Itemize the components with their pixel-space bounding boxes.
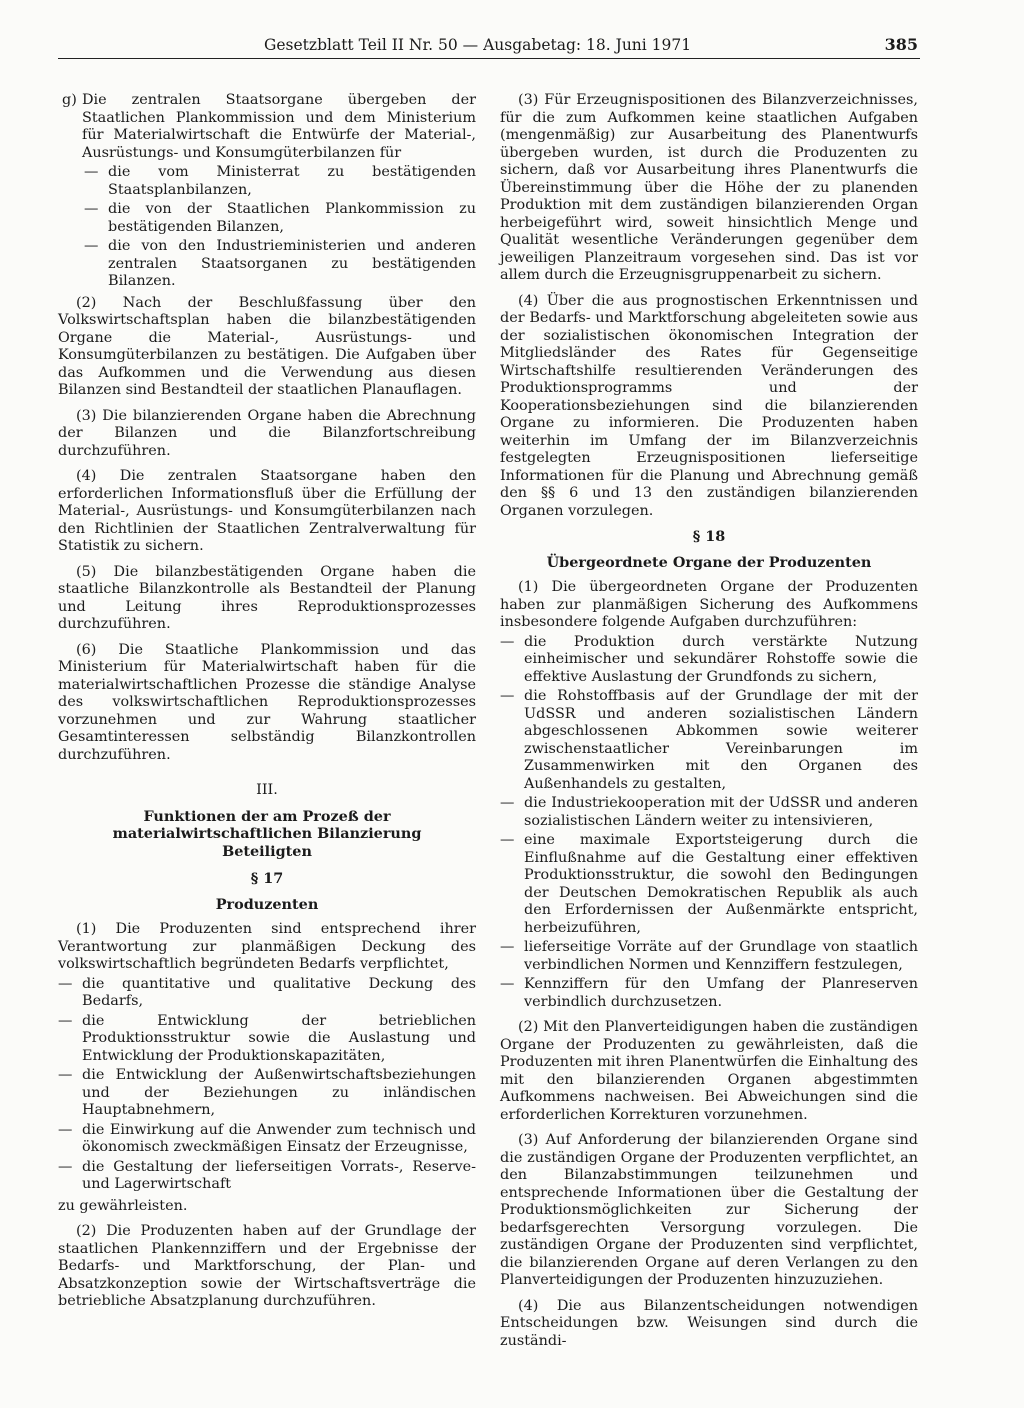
paragraph: (1) Die Produzenten sind entsprechend ihrer Verantwortung zur planmäßigen Deckung des volkswirtschaftlich begründeten Bedarfs verpflichtet, — [58, 921, 476, 972]
header-rule — [58, 58, 920, 59]
section-title: Produzenten — [215, 895, 319, 913]
list-item: — die von den Industrieministerien und anderen zentralen Staatsorganen zu bestätigenden Bilanzen. — [58, 238, 476, 291]
item-g-text: Die zentralen Staatsorgane übergeben der Staatlichen Plankommission und dem Ministerium für Materialwirtschaft die Entwürfe der Material-, Ausrüstungs- und Konsumgüterbilanzen für — [82, 92, 476, 161]
list-item: — Kennziffern für den Umfang der Planreserven verbindlich durchzusetzen. — [500, 976, 918, 1011]
list-item: — eine maximale Exportsteigerung durch die Einflußnahme auf die Gestaltung einer effektiven Produktionsstruktur, die sowohl den Bedingungen der Deutschen Demokratischen Republik als auch den Erfordernissen der Außenmärkte entspricht, herbeizuführen, — [500, 832, 918, 937]
paragraph: (2) Nach der Beschlußfassung über den Volkswirtschaftsplan haben die bilanzbestätigenden Organe die Material-, Ausrüstungs- und Konsumgüterbilanzen zu bestätigen. Die Aufgaben über das Aufkommen und die Verwendung aus diesen Bilanzen sind Bestandteil der staatlichen Planauflagen. — [58, 294, 476, 398]
paragraph: (3) Die bilanzierenden Organe haben die Abrechnung der Bilanzen und die Bilanzfortschreibung durchzuführen. — [58, 407, 476, 459]
paragraph: (3) Für Erzeugnispositionen des Bilanzverzeichnisses, für die zum Aufkommen keine staatlichen Aufgaben (mengenmäßig) zur Ausarbeitung des Planentwurfs übergeben wurden, ist durch die Produzenten zu sichern, daß vor Ausarbeitung ihres Planentwurfs die Übereinstimmung über die Höhe der zu planenden Produktion mit dem zuständigen bilanzierenden Organ herbeigeführt wird, soweit hinsichtlich Menge und Qualität wesentliche Veränderungen gegenüber dem jeweiligen Planzeitraum vorgesehen sind. Das ist vor allem durch die Erzeugnisgruppenarbeit zu sichern. — [500, 92, 918, 283]
list-item: — die Industriekooperation mit der UdSSR und anderen sozialistischen Ländern weiter zu intensivieren, — [500, 795, 918, 830]
part-title: Funktionen der am Prozeß der materialwirtschaftlichen Bilanzierung Beteiligten — [112, 807, 422, 860]
section-label: § 18 — [692, 528, 726, 545]
section-label: § 17 — [250, 870, 284, 887]
list-item: — die quantitative und qualitative Deckung des Bedarfs, — [58, 976, 476, 1011]
left-column — [58, 92, 476, 1319]
paragraph: (4) Über die aus prognostischen Erkenntnissen und der Bedarfs- und Marktforschung abgeleiteten sowie aus der sozialistischen ökonomischen Integration der Mitgliedsländer des Rates für Gegenseitige Wirtschaftshilfe resultierenden Veränderungen des Produktionsprogramms und der Kooperationsbeziehungen sind die bilanzierenden Organe zu informieren. Die Produzenten haben weiterhin im Umfang der im Bilanzverzeichnis festgelegten Erzeugnispositionen lieferseitige Informationen für die Planung und Abrechnung gemäß den §§ 6 und 13 den zuständigen bilanzierenden Organen vorzulegen. — [500, 292, 918, 519]
list-item: — die Produktion durch verstärkte Nutzung einheimischer und sekundärer Rohstoffe sowie die effektive Auslastung der Grundfonds zu sichern, — [500, 634, 918, 687]
part-numeral: III. — [256, 782, 278, 798]
page-number: 385 — [884, 35, 918, 54]
paragraph-continuation: zu gewährleisten. — [58, 1197, 188, 1214]
section-title: Übergeordnete Organe der Produzenten — [546, 553, 872, 571]
paragraph: (1) Die übergeordneten Organe der Produzenten haben zur planmäßigen Sicherung des Aufkommens insbesondere folgende Aufgaben durchzuführen: — [500, 579, 918, 630]
item-g — [58, 92, 476, 162]
list-item: — die Entwicklung der betrieblichen Produktionsstruktur sowie die Auslastung und Entwicklung der Produktionskapazitäten, — [58, 1013, 476, 1066]
section-18-list — [500, 634, 918, 1012]
paragraph: (4) Die aus Bilanzentscheidungen notwendigen Entscheidungen bzw. Weisungen sind durch die zuständi- — [500, 1297, 918, 1349]
paragraph: (4) Die zentralen Staatsorgane haben den erforderlichen Informationsfluß über die Erfüllung der Material-, Ausrüstungs- und Konsumgüterbilanzen nach den Richtlinien der Staatlichen Zentralverwaltung für Statistik zu sichern. — [58, 468, 476, 554]
paragraph: (6) Die Staatliche Plankommission und das Ministerium für Materialwirtschaft haben für die materialwirtschaftlichen Prozesse die ständige Analyse des volkswirtschaftlichen Reproduktionsprozesses vorzunehmen und zur Wahrung staatlicher Gesamtinteressen selbständig Bilanzkontrollen durchzuführen. — [58, 641, 476, 763]
right-column — [500, 92, 918, 1358]
paragraph: (2) Die Produzenten haben auf der Grundlage der staatlichen Plankennziffern und der Ergebnisse der Bedarfs- und Marktforschung, der Plan- und Absatzkonzeption sowie der Wirtschaftsverträge die betriebliche Absatzplanung durchzuführen. — [58, 1223, 476, 1309]
list-item: — die Einwirkung auf die Anwender zum technisch und ökonomisch zweckmäßigen Einsatz der Erzeugnisse, — [58, 1122, 476, 1157]
section-17-list — [58, 976, 476, 1194]
item-g-list — [58, 164, 476, 291]
paragraph: (5) Die bilanzbestätigenden Organe haben die staatliche Bilanzkontrolle als Bestandteil der Planung und Leitung ihres Reproduktionsprozesses durchzuführen. — [58, 563, 476, 632]
list-item: — lieferseitige Vorräte auf der Grundlage von staatlich verbindlichen Normen und Kennziffern festzulegen, — [500, 939, 918, 974]
page-header — [58, 34, 918, 58]
header-title: Gesetzblatt Teil II Nr. 50 — Ausgabetag: 18. Juni 1971 — [264, 36, 692, 54]
list-item: — die Gestaltung der lieferseitigen Vorrats-, Reserve- und Lagerwirtschaft — [58, 1159, 476, 1194]
paragraph: (3) Auf Anforderung der bilanzierenden Organe sind die zuständigen Organe der Produzenten verpflichtet, an den Bilanzabstimmungen teilzunehmen und entsprechende Informationen über die Gestaltung der Produktionsmöglichkeiten zur Sicherung der bedarfsgerechten Versorgung vorzulegen. Die zuständigen Organe der Produzenten sind verpflichtet, die bilanzierenden Organe auf deren Verlangen zu den Planverteidigungen der Produzenten hinzuzuziehen. — [500, 1132, 918, 1288]
paragraph: (2) Mit den Planverteidigungen haben die zuständigen Organe der Produzenten zu gewährleisten, daß die Produzenten mit ihren Planentwürfen die Einhaltung des mit den bilanzierenden Organen abgestimmten Aufkommens nachweisen. Bei Abweichungen sind die erforderlichen Korrekturen vorzunehmen. — [500, 1019, 918, 1123]
list-item: — die Rohstoffbasis auf der Grundlage der mit der UdSSR und anderen sozialistischen Ländern abgeschlossenen Abkommen sowie weiterer zwischenstaatlicher Vereinbarungen im Zusammenwirken mit den Organen des Außenhandels zu gestalten, — [500, 688, 918, 793]
item-g-label: g) — [62, 92, 77, 108]
list-item: — die Entwicklung der Außenwirtschaftsbeziehungen und der Beziehungen zu inländischen Hauptabnehmern, — [58, 1067, 476, 1120]
list-item: — die von der Staatlichen Plankommission zu bestätigenden Bilanzen, — [58, 201, 476, 236]
list-item: — die vom Ministerrat zu bestätigenden Staatsplanbilanzen, — [58, 164, 476, 199]
